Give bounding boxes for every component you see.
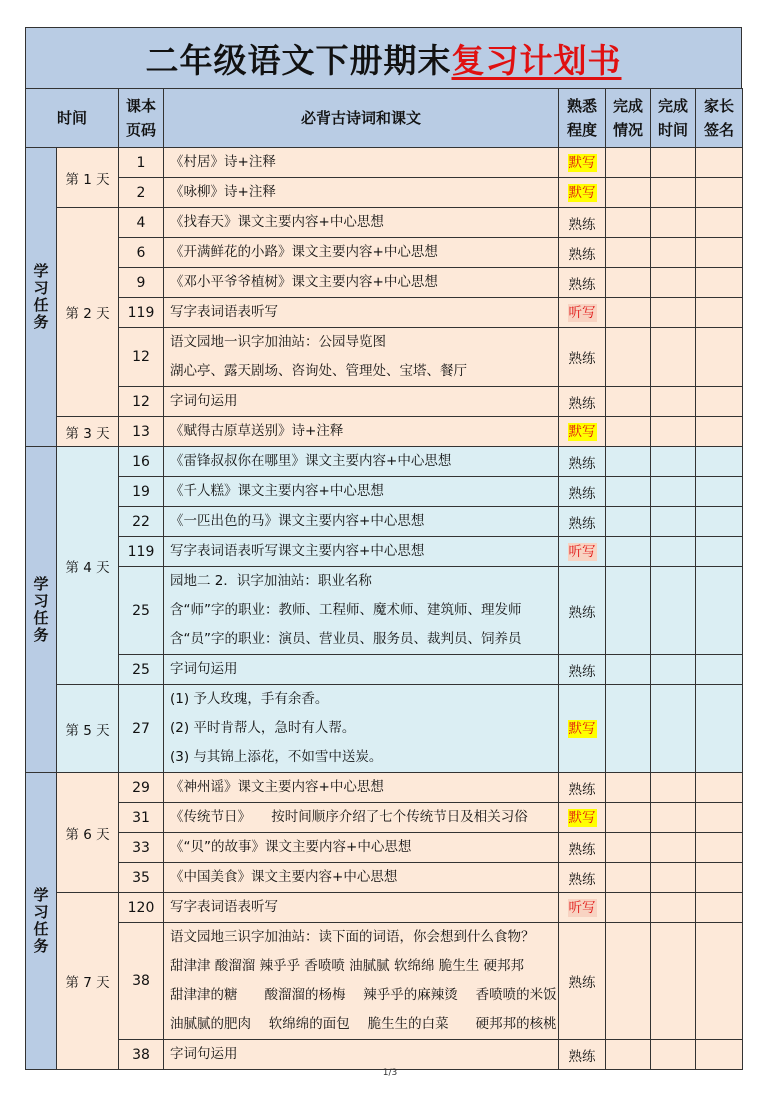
content-line: 写字表词语表听写课文主要内容+中心思想 bbox=[170, 543, 425, 559]
familiarity-badge: 听写 bbox=[568, 304, 596, 321]
table-row bbox=[26, 833, 743, 863]
parent-sign-cell[interactable] bbox=[696, 507, 743, 537]
familiarity-badge: 熟练 bbox=[568, 276, 596, 293]
header-page: 课本 页码 bbox=[119, 89, 164, 148]
table-row bbox=[26, 923, 743, 1040]
parent-sign-cell[interactable] bbox=[696, 803, 743, 833]
page-number-cell: 25 bbox=[119, 655, 164, 685]
table-row bbox=[26, 238, 743, 268]
parent-sign-cell[interactable] bbox=[696, 833, 743, 863]
table-row bbox=[26, 685, 743, 773]
table-row bbox=[26, 537, 743, 567]
page-number-cell: 22 bbox=[119, 507, 164, 537]
done-status-cell[interactable] bbox=[606, 298, 651, 328]
familiarity-badge: 熟练 bbox=[568, 246, 596, 263]
section-label: 学 习 任 务 bbox=[26, 773, 57, 1070]
done-time-cell[interactable] bbox=[651, 567, 696, 655]
done-time-cell[interactable] bbox=[651, 685, 696, 773]
parent-sign-cell[interactable] bbox=[696, 923, 743, 1040]
table-row bbox=[26, 1040, 743, 1070]
done-time-cell[interactable] bbox=[651, 178, 696, 208]
table-row bbox=[26, 863, 743, 893]
content-cell bbox=[164, 417, 559, 447]
content-line: 写字表词语表听写 bbox=[170, 304, 279, 320]
content-line: 《“贝”的故事》课文主要内容+中心思想 bbox=[170, 839, 412, 855]
day-label: 第 1 天 bbox=[57, 148, 119, 208]
done-status-cell[interactable] bbox=[606, 328, 651, 387]
parent-sign-cell[interactable] bbox=[696, 447, 743, 477]
content-line: 字词句运用 bbox=[170, 1046, 238, 1062]
parent-sign-cell[interactable] bbox=[696, 537, 743, 567]
parent-sign-cell[interactable] bbox=[696, 328, 743, 387]
table-row bbox=[26, 773, 743, 803]
familiarity-badge: 熟练 bbox=[568, 485, 596, 502]
content-cell bbox=[164, 507, 559, 537]
section-label: 学 习 任 务 bbox=[26, 447, 57, 773]
done-status-cell[interactable] bbox=[606, 567, 651, 655]
done-status-cell[interactable] bbox=[606, 685, 651, 773]
content-line: 《千人糕》课文主要内容+中心思想 bbox=[170, 483, 384, 499]
done-status-cell[interactable] bbox=[606, 863, 651, 893]
parent-sign-cell[interactable] bbox=[696, 268, 743, 298]
done-status-cell[interactable] bbox=[606, 477, 651, 507]
header-content: 必背古诗词和课文 bbox=[164, 89, 559, 148]
parent-sign-cell[interactable] bbox=[696, 863, 743, 893]
done-time-cell[interactable] bbox=[651, 238, 696, 268]
done-status-cell[interactable] bbox=[606, 387, 651, 417]
content-line: 甜津津的糖 酸溜溜的杨梅 辣乎乎的麻辣烫 香喷喷的米饭 bbox=[170, 987, 557, 1003]
done-time-cell[interactable] bbox=[651, 655, 696, 685]
content-line: 《中国美食》课文主要内容+中心思想 bbox=[170, 869, 398, 885]
familiarity-cell bbox=[559, 178, 606, 208]
page-number-cell: 29 bbox=[119, 773, 164, 803]
content-cell bbox=[164, 567, 559, 655]
page-number-cell: 12 bbox=[119, 387, 164, 417]
done-time-cell[interactable] bbox=[651, 833, 696, 863]
done-time-cell[interactable] bbox=[651, 537, 696, 567]
done-time-cell[interactable] bbox=[651, 507, 696, 537]
familiarity-cell bbox=[559, 567, 606, 655]
familiarity-badge: 默写 bbox=[568, 809, 596, 826]
familiarity-cell bbox=[559, 655, 606, 685]
familiarity-cell bbox=[559, 773, 606, 803]
page-number-cell: 38 bbox=[119, 923, 164, 1040]
header-row bbox=[26, 89, 743, 148]
parent-sign-cell[interactable] bbox=[696, 567, 743, 655]
page-number-cell: 9 bbox=[119, 268, 164, 298]
content-line: 字词句运用 bbox=[170, 661, 238, 677]
parent-sign-cell[interactable] bbox=[696, 655, 743, 685]
header-parent-sign: 家长 签名 bbox=[696, 89, 743, 148]
page-number-cell: 25 bbox=[119, 567, 164, 655]
familiarity-badge: 熟练 bbox=[568, 1048, 596, 1065]
content-line: 《一匹出色的马》课文主要内容+中心思想 bbox=[170, 513, 425, 529]
familiarity-badge: 默写 bbox=[568, 184, 596, 201]
header-done: 完成 情况 bbox=[606, 89, 651, 148]
page-number-cell: 2 bbox=[119, 178, 164, 208]
familiarity-cell bbox=[559, 328, 606, 387]
done-status-cell[interactable] bbox=[606, 268, 651, 298]
page-number: 1/3 bbox=[382, 1068, 398, 1078]
content-cell bbox=[164, 447, 559, 477]
content-cell bbox=[164, 537, 559, 567]
familiarity-badge: 熟练 bbox=[568, 455, 596, 472]
familiarity-badge: 默写 bbox=[568, 154, 596, 171]
page-number-cell: 6 bbox=[119, 238, 164, 268]
content-cell bbox=[164, 655, 559, 685]
done-status-cell[interactable] bbox=[606, 537, 651, 567]
page-number-cell: 120 bbox=[119, 893, 164, 923]
parent-sign-cell[interactable] bbox=[696, 238, 743, 268]
done-time-cell[interactable] bbox=[651, 387, 696, 417]
title-highlight: 复习计划书 bbox=[451, 40, 622, 80]
done-time-cell[interactable] bbox=[651, 923, 696, 1040]
familiarity-badge: 熟练 bbox=[568, 216, 596, 233]
familiarity-badge: 熟练 bbox=[568, 515, 596, 532]
done-time-cell[interactable] bbox=[651, 1040, 696, 1070]
page-number-cell: 119 bbox=[119, 537, 164, 567]
content-cell bbox=[164, 328, 559, 387]
content-line: 甜津津 酸溜溜 辣乎乎 香喷喷 油腻腻 软绵绵 脆生生 硬邦邦 bbox=[170, 958, 525, 974]
page-title bbox=[25, 27, 742, 89]
content-line: 园地二 2．识字加油站：职业名称 bbox=[170, 573, 372, 589]
page-number-cell: 4 bbox=[119, 208, 164, 238]
familiarity-cell bbox=[559, 477, 606, 507]
content-line: 语文园地一识字加油站：公园导览图 bbox=[170, 334, 387, 350]
done-time-cell[interactable] bbox=[651, 773, 696, 803]
done-status-cell[interactable] bbox=[606, 833, 651, 863]
content-cell bbox=[164, 268, 559, 298]
content-line: 湖心亭、露天剧场、咨询处、管理处、宝塔、餐厅 bbox=[170, 363, 468, 379]
table-row bbox=[26, 387, 743, 417]
content-cell bbox=[164, 298, 559, 328]
done-status-cell[interactable] bbox=[606, 893, 651, 923]
content-cell bbox=[164, 833, 559, 863]
page-number-cell: 12 bbox=[119, 328, 164, 387]
table-row bbox=[26, 507, 743, 537]
content-line: 《雷锋叔叔你在哪里》课文主要内容+中心思想 bbox=[170, 453, 452, 469]
day-label: 第 5 天 bbox=[57, 685, 119, 773]
done-time-cell[interactable] bbox=[651, 863, 696, 893]
table-row bbox=[26, 298, 743, 328]
title-prefix: 二年级语文下册期末 bbox=[145, 40, 452, 80]
day-label: 第 6 天 bbox=[57, 773, 119, 893]
content-line: 字词句运用 bbox=[170, 393, 238, 409]
table-row bbox=[26, 803, 743, 833]
content-line: (3) 与其锦上添花，不如雪中送炭。 bbox=[170, 749, 383, 765]
familiarity-badge: 熟练 bbox=[568, 663, 596, 680]
familiarity-badge: 熟练 bbox=[568, 604, 596, 621]
parent-sign-cell[interactable] bbox=[696, 208, 743, 238]
table-row bbox=[26, 893, 743, 923]
content-line: 含“员”字的职业：演员、营业员、服务员、裁判员、饲养员 bbox=[170, 631, 522, 647]
content-line: 《找春天》课文主要内容+中心思想 bbox=[170, 214, 384, 230]
content-cell bbox=[164, 208, 559, 238]
table-row bbox=[26, 477, 743, 507]
done-status-cell[interactable] bbox=[606, 507, 651, 537]
content-cell bbox=[164, 477, 559, 507]
done-time-cell[interactable] bbox=[651, 328, 696, 387]
content-line: 《开满鲜花的小路》课文主要内容+中心思想 bbox=[170, 244, 438, 260]
page-number-cell: 33 bbox=[119, 833, 164, 863]
header-time: 时间 bbox=[26, 89, 119, 148]
content-cell bbox=[164, 148, 559, 178]
familiarity-cell bbox=[559, 893, 606, 923]
familiarity-badge: 听写 bbox=[568, 543, 596, 560]
parent-sign-cell[interactable] bbox=[696, 178, 743, 208]
page-number-cell: 38 bbox=[119, 1040, 164, 1070]
familiarity-badge: 听写 bbox=[568, 899, 596, 916]
content-cell bbox=[164, 803, 559, 833]
familiarity-badge: 熟练 bbox=[568, 871, 596, 888]
familiarity-cell bbox=[559, 1040, 606, 1070]
done-time-cell[interactable] bbox=[651, 417, 696, 447]
page-number-cell: 31 bbox=[119, 803, 164, 833]
content-line: 写字表词语表听写 bbox=[170, 899, 279, 915]
familiarity-badge: 默写 bbox=[568, 423, 596, 440]
familiarity-cell bbox=[559, 833, 606, 863]
familiarity-badge: 熟练 bbox=[568, 351, 596, 367]
content-line: 《邓小平爷爷植树》课文主要内容+中心思想 bbox=[170, 274, 438, 290]
done-status-cell[interactable] bbox=[606, 238, 651, 268]
table-row bbox=[26, 208, 743, 238]
done-time-cell[interactable] bbox=[651, 208, 696, 238]
familiarity-cell bbox=[559, 268, 606, 298]
content-cell bbox=[164, 1040, 559, 1070]
familiarity-cell bbox=[559, 417, 606, 447]
familiarity-cell bbox=[559, 685, 606, 773]
parent-sign-cell[interactable] bbox=[696, 417, 743, 447]
content-cell bbox=[164, 893, 559, 923]
familiarity-cell bbox=[559, 537, 606, 567]
page-number-cell: 13 bbox=[119, 417, 164, 447]
table-row bbox=[26, 655, 743, 685]
done-status-cell[interactable] bbox=[606, 803, 651, 833]
page-number-cell: 1 bbox=[119, 148, 164, 178]
familiarity-cell bbox=[559, 803, 606, 833]
content-cell bbox=[164, 863, 559, 893]
content-cell bbox=[164, 238, 559, 268]
day-label: 第 7 天 bbox=[57, 893, 119, 1070]
parent-sign-cell[interactable] bbox=[696, 685, 743, 773]
content-line: (2) 平时肯帮人，急时有人帮。 bbox=[170, 720, 356, 736]
table-row bbox=[26, 417, 743, 447]
done-status-cell[interactable] bbox=[606, 208, 651, 238]
familiarity-badge: 熟练 bbox=[568, 841, 596, 858]
done-status-cell[interactable] bbox=[606, 655, 651, 685]
content-cell bbox=[164, 685, 559, 773]
done-status-cell[interactable] bbox=[606, 178, 651, 208]
done-status-cell[interactable] bbox=[606, 773, 651, 803]
page-number-cell: 35 bbox=[119, 863, 164, 893]
day-label: 第 2 天 bbox=[57, 208, 119, 417]
familiarity-badge: 默写 bbox=[568, 720, 596, 737]
familiarity-cell bbox=[559, 447, 606, 477]
done-time-cell[interactable] bbox=[651, 298, 696, 328]
table-row bbox=[26, 268, 743, 298]
familiarity-badge: 熟练 bbox=[568, 395, 596, 412]
table-row bbox=[26, 328, 743, 387]
parent-sign-cell[interactable] bbox=[696, 477, 743, 507]
done-time-cell[interactable] bbox=[651, 148, 696, 178]
done-status-cell[interactable] bbox=[606, 1040, 651, 1070]
done-time-cell[interactable] bbox=[651, 803, 696, 833]
page-number-cell: 27 bbox=[119, 685, 164, 773]
content-cell bbox=[164, 773, 559, 803]
page-number-cell: 16 bbox=[119, 447, 164, 477]
content-line: 《传统节日》 按时间顺序介绍了七个传统节日及相关习俗 bbox=[170, 809, 528, 825]
familiarity-cell bbox=[559, 863, 606, 893]
familiarity-cell bbox=[559, 387, 606, 417]
parent-sign-cell[interactable] bbox=[696, 773, 743, 803]
done-time-cell[interactable] bbox=[651, 893, 696, 923]
day-label: 第 3 天 bbox=[57, 417, 119, 447]
content-line: 《村居》诗+注释 bbox=[170, 154, 276, 170]
familiarity-badge: 熟练 bbox=[568, 781, 596, 798]
content-line: 《赋得古原草送别》诗+注释 bbox=[170, 423, 344, 439]
done-status-cell[interactable] bbox=[606, 923, 651, 1040]
parent-sign-cell[interactable] bbox=[696, 298, 743, 328]
familiarity-cell bbox=[559, 238, 606, 268]
content-line: 语文园地三识字加油站：读下面的词语，你会想到什么食物？ bbox=[170, 929, 535, 945]
content-line: 《神州谣》课文主要内容+中心思想 bbox=[170, 779, 384, 795]
done-time-cell[interactable] bbox=[651, 477, 696, 507]
done-status-cell[interactable] bbox=[606, 447, 651, 477]
done-status-cell[interactable] bbox=[606, 417, 651, 447]
table-row bbox=[26, 148, 743, 178]
parent-sign-cell[interactable] bbox=[696, 1040, 743, 1070]
content-line: (1) 予人玫瑰，手有余香。 bbox=[170, 691, 329, 707]
page-number-cell: 19 bbox=[119, 477, 164, 507]
content-line: 含“师”字的职业：教师、工程师、魔术师、建筑师、理发师 bbox=[170, 602, 522, 618]
familiarity-cell bbox=[559, 148, 606, 178]
familiarity-cell bbox=[559, 298, 606, 328]
review-plan-table bbox=[25, 88, 743, 1070]
header-familiar: 熟悉 程度 bbox=[559, 89, 606, 148]
content-cell bbox=[164, 387, 559, 417]
familiarity-cell bbox=[559, 923, 606, 1040]
parent-sign-cell[interactable] bbox=[696, 893, 743, 923]
done-time-cell[interactable] bbox=[651, 447, 696, 477]
header-done-time: 完成 时间 bbox=[651, 89, 696, 148]
page-number-cell: 119 bbox=[119, 298, 164, 328]
table-row bbox=[26, 447, 743, 477]
familiarity-cell bbox=[559, 208, 606, 238]
content-line: 《咏柳》诗+注释 bbox=[170, 184, 276, 200]
done-status-cell[interactable] bbox=[606, 148, 651, 178]
parent-sign-cell[interactable] bbox=[696, 148, 743, 178]
table-row bbox=[26, 178, 743, 208]
section-label: 学 习 任 务 bbox=[26, 148, 57, 447]
day-label: 第 4 天 bbox=[57, 447, 119, 685]
content-cell bbox=[164, 923, 559, 1040]
done-time-cell[interactable] bbox=[651, 268, 696, 298]
familiarity-cell bbox=[559, 507, 606, 537]
content-cell bbox=[164, 178, 559, 208]
parent-sign-cell[interactable] bbox=[696, 387, 743, 417]
table-row bbox=[26, 567, 743, 655]
content-line: 油腻腻的肥肉 软绵绵的面包 脆生生的白菜 硬邦邦的核桃 bbox=[170, 1016, 557, 1032]
familiarity-badge: 熟练 bbox=[568, 975, 596, 991]
